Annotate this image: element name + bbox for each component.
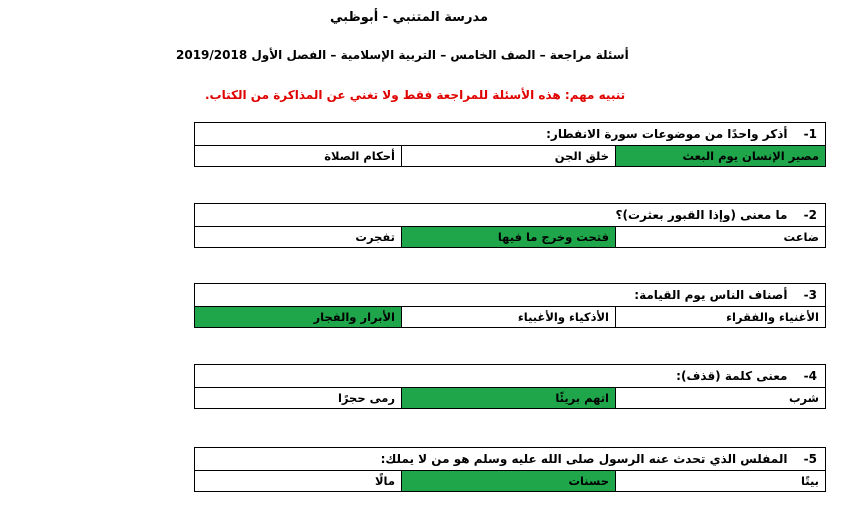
question-text-row bbox=[195, 448, 825, 471]
question-text-row bbox=[195, 123, 825, 146]
option-2[interactable]: اتهم بريئًا bbox=[401, 388, 615, 408]
option-3[interactable]: الأبرار والفجار bbox=[195, 307, 401, 327]
option-3[interactable]: تفجرت bbox=[355, 230, 395, 244]
option-1[interactable]: الأغنياء والفقراء bbox=[615, 307, 825, 327]
document-subtitle: أسئلة مراجعة – الصف الخامس – التربية الإسلامية – الفصل الأول 2019/2018 bbox=[176, 48, 629, 62]
option-1[interactable]: بيتًا bbox=[615, 471, 825, 491]
options-row bbox=[195, 307, 825, 327]
option-2[interactable]: الأذكياء والأغبياء bbox=[401, 307, 615, 327]
options-row bbox=[195, 471, 825, 491]
question-number: 4- bbox=[803, 369, 817, 383]
option-2[interactable]: خلق الجن bbox=[401, 146, 615, 166]
option-3[interactable]: رمى حجرًا bbox=[337, 391, 395, 405]
option-2[interactable]: فتحت وخرج ما فيها bbox=[401, 227, 615, 247]
question-number: 5- bbox=[803, 452, 817, 466]
option-1[interactable]: شرب bbox=[615, 388, 825, 408]
option-1[interactable]: مصير الإنسان يوم البعث bbox=[615, 146, 825, 166]
question-2 bbox=[194, 203, 826, 248]
warning-note: تنبيه مهم: هذه الأسئلة للمراجعة فقط ولا تغني عن المذاكرة من الكتاب. bbox=[205, 88, 626, 102]
question-text: ما معنى (وإذا القبور بعثرت)؟ bbox=[615, 208, 788, 222]
question-5 bbox=[194, 447, 826, 492]
question-number: 2- bbox=[803, 208, 817, 222]
options-row bbox=[195, 388, 825, 408]
question-number: 3- bbox=[803, 288, 817, 302]
options-row bbox=[195, 146, 825, 166]
option-1[interactable]: ضاعت bbox=[615, 227, 825, 247]
question-text: المفلس الذي تحدث عنه الرسول صلى الله عليه وسلم هو من لا يملك: bbox=[380, 452, 788, 466]
option-3[interactable]: أحكام الصلاة bbox=[324, 149, 395, 163]
question-3 bbox=[194, 283, 826, 328]
question-text-row bbox=[195, 284, 825, 307]
question-1 bbox=[194, 122, 826, 167]
options-row bbox=[195, 227, 825, 247]
question-text: أصناف الناس يوم القيامة: bbox=[634, 288, 788, 302]
option-2[interactable]: حسنات bbox=[401, 471, 615, 491]
question-text: معنى كلمة (قذف): bbox=[676, 369, 788, 383]
question-number: 1- bbox=[803, 127, 817, 141]
question-text: أذكر واحدًا من موضوعات سورة الانفطار: bbox=[546, 127, 788, 141]
option-3[interactable]: مالًا bbox=[374, 474, 395, 488]
question-text-row bbox=[195, 365, 825, 388]
school-name: مدرسة المتنبي - أبوظبي bbox=[330, 10, 488, 25]
question-text-row bbox=[195, 204, 825, 227]
question-4 bbox=[194, 364, 826, 409]
